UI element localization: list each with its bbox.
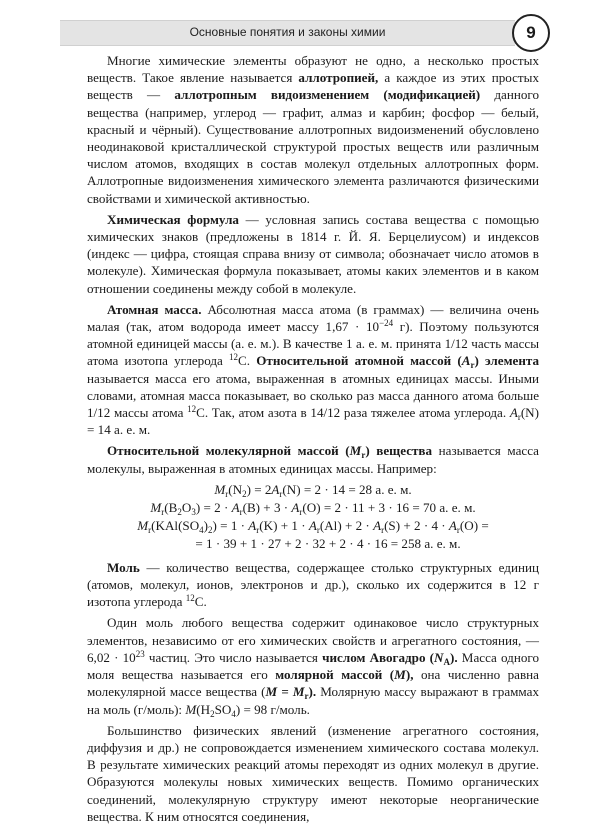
- term-molar-mass: молярной массой (M),: [275, 667, 414, 683]
- paragraph-avogadro: Один моль любого вещества содержит одинаковое число структурных элементов, независимо от его химических свойств и агрегатного состояния, — $6,02 \cdot 10^{23}$ частиц. Это число называется числом Авогадро $(N_A)$. Масса одного моля вещества называется его молярной массой (M), она численно равна молекулярной массе вещества $(M = M_r)$. Молярную массу выражают в граммах на моль (г/моль): $M(H_2SO_4) = 98$ г/моль.: [87, 615, 539, 719]
- page-content: [87, 52, 539, 829]
- formula-block: [87, 481, 539, 553]
- paragraph-molecular-mass: Относительной молекулярной массой $(M_r)$ вещества называется масса молекулы, выраженная в атомных единицах массы. Например:: [87, 443, 539, 476]
- paragraph-allotropy: Многие химические элементы образуют не одно, а несколько простых веществ. Такое явление называется аллотропией, а каждое из этих простых веществ — аллотропным видоизменением (модификацией) данного вещества (например, углерод — графит, алмаз и карбин; фосфор — белый, красный и чёрный). Существование аллотропных видоизменений обусловлено неодинаковой кристаллической структурой простых веществ или различным числом атомов, входящих в состав молекул отдельных аллотропных форм. Аллотропные видоизменения химического элемента различаются физическими свойствами и химической активностью.: [87, 53, 539, 206]
- formula-kal-so4: $M_r(KAl(SO_4)_2) = 1 \cdot A_r(K) + 1 \cdot A_r(Al) + 2 \cdot A_r(S) + 2 \cdot 4 \cdot A_r(O)$ =: [137, 517, 489, 535]
- paragraph-mole: Моль — количество вещества, содержащее столько структурных единиц (атомов, молекул, ионов, электронов и др.), сколько их содержится в 12 г изотопа углерода $^{12}$С.: [87, 559, 539, 610]
- term-avogadro-number: числом Авогадро $(N_A)$.: [322, 649, 458, 667]
- formula-n2: $M_r(N_2) = 2A_r(N) = 2 \cdot 14 = 28$ а. е. м.: [214, 481, 412, 499]
- term-mole: Моль: [107, 559, 140, 575]
- paragraph-chemical-formula: Химическая формула — условная запись состава вещества с помощью химических знаков (предложены в 1814 г. Й. Я. Берцелиусом) и индексов (индекс — цифра, стоящая справа внизу от символа; обозначает число атомов в молекуле). Химическая формула показывает, атомы каких элементов и в каком отношении соединены между собой в молекуле.: [87, 211, 539, 296]
- page-number: 9: [512, 14, 550, 52]
- formula-kal-so4-result: = 1 · 39 + 1 · 27 + 2 · 32 + 2 · 4 · 16 = 258 а. е. м.: [195, 535, 461, 551]
- term-allotropy: аллотропией,: [298, 70, 379, 86]
- term-atomic-mass: Атомная масса.: [107, 301, 202, 317]
- term-allotropic-modification: аллотропным видоизменением (модификацией): [174, 87, 481, 103]
- page-header: [0, 0, 600, 54]
- paragraph-physical-phenomena: Большинство физических явлений (изменение агрегатного состояния, диффузия и др.) не сопровождается изменением химического состава молекул. В результате химических реакций атомы переходят из одних молекул в другие. Образуются молекулы новых химических веществ. Помимо органических соединений, молекулярную структуру имеют некоторые неорганические вещества. К ним относятся соединения,: [87, 722, 539, 824]
- term-m-equals-mr: $M = M_r$).: [265, 684, 317, 702]
- paragraph-atomic-mass: Атомная масса. Абсолютная масса атома (в граммах) — величина очень малая (так, атом водорода имеет массу $1,67 \cdot 10^{-24}$ г). Поэтому пользуются атомной единицей массы (а. е. м.). В качестве 1 а. е. м. принята 1/12 часть массы атома изотопа углерода $^{12}$С. Относительной атомной массой $(A_r)$ элемента называется масса его атома, выраженная в атомных единицах массы. Иными словами, атомная масса показывает, во сколько раз масса данного атома больше 1/12 массы атома $^{12}$С. Так, атом азота в 14/12 раза тяжелее атома углерода. $A_r(N) = 14$ а. е. м.: [87, 301, 539, 438]
- header-title: Основные понятия и законы химии: [189, 25, 386, 39]
- term-relative-atomic-mass: Относительной атомной массой $(A_r)$ элемента: [256, 353, 539, 371]
- term-relative-molecular-mass: Относительной молекулярной массой $(M_r)$ вещества: [107, 443, 433, 461]
- term-chemical-formula: Химическая формула: [107, 211, 239, 227]
- formula-b2o3: $M_r(B_2O_3) = 2 \cdot A_r(B) + 3 \cdot A_r(O) = 2 \cdot 11 + 3 \cdot 16 = 70$ а. е. м.: [150, 499, 476, 517]
